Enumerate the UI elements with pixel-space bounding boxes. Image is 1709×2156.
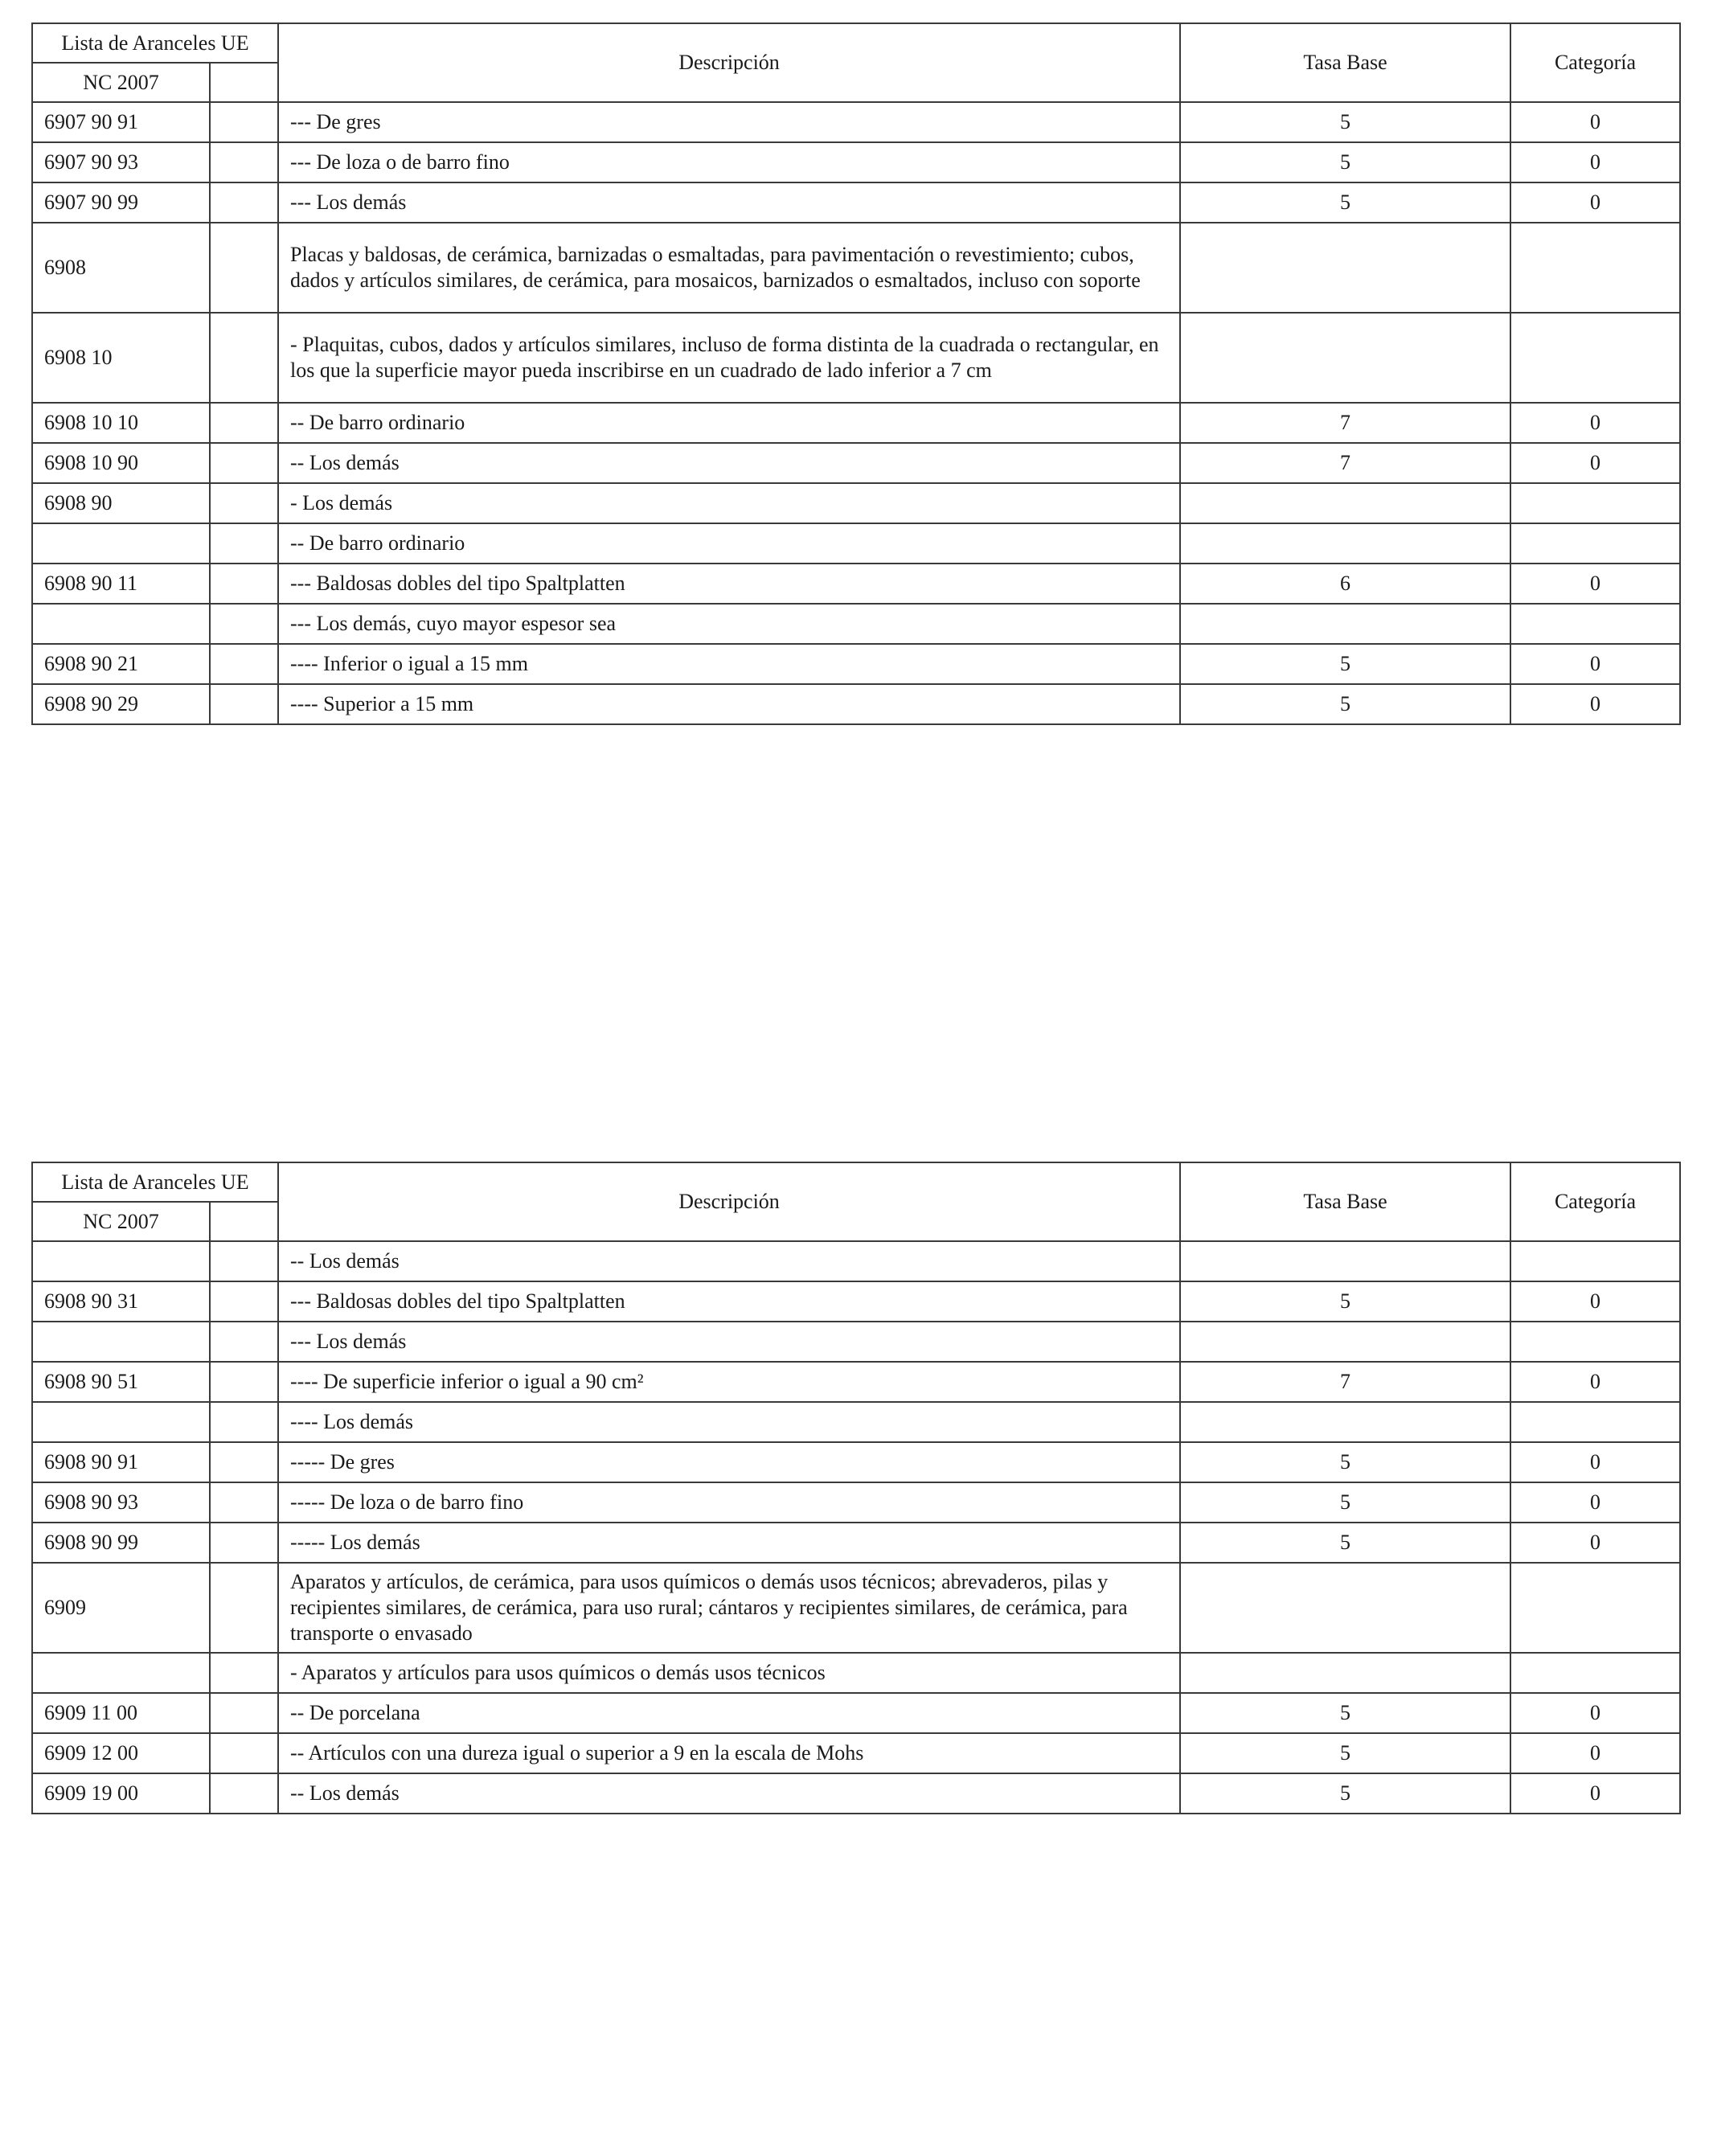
category-cell bbox=[1510, 483, 1680, 523]
table-row bbox=[32, 1563, 1680, 1653]
sub-cell bbox=[210, 1523, 278, 1563]
rate-cell bbox=[1180, 1402, 1510, 1442]
table-row bbox=[32, 644, 1680, 684]
category-cell: 0 bbox=[1510, 1523, 1680, 1563]
header-blank bbox=[210, 1202, 278, 1241]
rate-cell: 5 bbox=[1180, 1733, 1510, 1773]
rate-cell: 5 bbox=[1180, 102, 1510, 142]
table-row bbox=[32, 1402, 1680, 1442]
table-row bbox=[32, 313, 1680, 403]
sub-cell bbox=[210, 102, 278, 142]
code-cell bbox=[32, 1653, 210, 1693]
description-cell: -- De barro ordinario bbox=[278, 523, 1180, 564]
rate-cell: 5 bbox=[1180, 1523, 1510, 1563]
table-row bbox=[32, 142, 1680, 182]
sub-cell bbox=[210, 1241, 278, 1281]
code-cell: 6909 11 00 bbox=[32, 1693, 210, 1733]
sub-cell bbox=[210, 1322, 278, 1362]
sub-cell bbox=[210, 443, 278, 483]
description-cell: ----- Los demás bbox=[278, 1523, 1180, 1563]
rate-cell: 6 bbox=[1180, 564, 1510, 604]
category-cell bbox=[1510, 313, 1680, 403]
header-lista: Lista de Aranceles UE bbox=[32, 23, 278, 63]
category-cell bbox=[1510, 1563, 1680, 1653]
header-nc: NC 2007 bbox=[32, 63, 210, 102]
rate-cell bbox=[1180, 313, 1510, 403]
sub-cell bbox=[210, 142, 278, 182]
code-cell bbox=[32, 1322, 210, 1362]
code-cell: 6908 90 bbox=[32, 483, 210, 523]
description-cell: --- Baldosas dobles del tipo Spaltplatten bbox=[278, 1281, 1180, 1322]
table-row bbox=[32, 1281, 1680, 1322]
table-row bbox=[32, 102, 1680, 142]
table-row bbox=[32, 223, 1680, 313]
sub-cell bbox=[210, 1402, 278, 1442]
category-cell bbox=[1510, 1322, 1680, 1362]
rate-cell bbox=[1180, 1241, 1510, 1281]
table-row bbox=[32, 483, 1680, 523]
category-cell: 0 bbox=[1510, 1693, 1680, 1733]
code-cell: 6908 10 90 bbox=[32, 443, 210, 483]
rate-cell bbox=[1180, 1653, 1510, 1693]
description-cell: - Los demás bbox=[278, 483, 1180, 523]
code-cell bbox=[32, 523, 210, 564]
code-cell: 6908 90 29 bbox=[32, 684, 210, 724]
table-row bbox=[32, 684, 1680, 724]
code-cell: 6907 90 93 bbox=[32, 142, 210, 182]
rate-cell: 5 bbox=[1180, 1693, 1510, 1733]
header-nc: NC 2007 bbox=[32, 1202, 210, 1241]
rate-cell: 5 bbox=[1180, 182, 1510, 223]
description-cell: -- Artículos con una dureza igual o superior a 9 en la escala de Mohs bbox=[278, 1733, 1180, 1773]
code-cell bbox=[32, 1402, 210, 1442]
table-row bbox=[32, 604, 1680, 644]
sub-cell bbox=[210, 1563, 278, 1653]
description-cell: -- Los demás bbox=[278, 443, 1180, 483]
description-cell: ---- De superficie inferior o igual a 90 cm² bbox=[278, 1362, 1180, 1402]
sub-cell bbox=[210, 1693, 278, 1733]
code-cell: 6908 90 21 bbox=[32, 644, 210, 684]
table-row bbox=[32, 443, 1680, 483]
table-row bbox=[32, 1442, 1680, 1482]
description-cell: --- Los demás bbox=[278, 182, 1180, 223]
category-cell: 0 bbox=[1510, 142, 1680, 182]
description-cell: --- De gres bbox=[278, 102, 1180, 142]
tariff-table-2 bbox=[31, 1162, 1681, 1814]
category-cell: 0 bbox=[1510, 644, 1680, 684]
rate-cell bbox=[1180, 523, 1510, 564]
code-cell bbox=[32, 604, 210, 644]
sub-cell bbox=[210, 403, 278, 443]
description-cell: ---- Inferior o igual a 15 mm bbox=[278, 644, 1180, 684]
category-cell: 0 bbox=[1510, 1482, 1680, 1523]
description-cell: -- De barro ordinario bbox=[278, 403, 1180, 443]
sub-cell bbox=[210, 1653, 278, 1693]
rate-cell: 7 bbox=[1180, 1362, 1510, 1402]
rate-cell bbox=[1180, 223, 1510, 313]
table-row bbox=[32, 564, 1680, 604]
category-cell: 0 bbox=[1510, 564, 1680, 604]
description-cell: Placas y baldosas, de cerámica, barnizadas o esmaltadas, para pavimentación o revestimiento; cubos, dados y artículos similares, de cerámica, para mosaicos, barnizados o esmaltados, incluso con soporte bbox=[278, 223, 1180, 313]
rate-cell: 5 bbox=[1180, 1281, 1510, 1322]
header-blank bbox=[210, 63, 278, 102]
category-cell bbox=[1510, 523, 1680, 564]
rate-cell: 5 bbox=[1180, 684, 1510, 724]
code-cell: 6908 90 93 bbox=[32, 1482, 210, 1523]
code-cell bbox=[32, 1241, 210, 1281]
sub-cell bbox=[210, 564, 278, 604]
description-cell: ----- De loza o de barro fino bbox=[278, 1482, 1180, 1523]
category-cell bbox=[1510, 1402, 1680, 1442]
category-cell: 0 bbox=[1510, 182, 1680, 223]
category-cell: 0 bbox=[1510, 1773, 1680, 1814]
description-cell: - Plaquitas, cubos, dados y artículos similares, incluso de forma distinta de la cuadrada o rectangular, en los que la superficie mayor pueda inscribirse en un cuadrado de lado inferior a 7 cm bbox=[278, 313, 1180, 403]
header-descripcion: Descripción bbox=[278, 1162, 1180, 1241]
table-row bbox=[32, 1523, 1680, 1563]
tariff-table-1 bbox=[31, 23, 1681, 725]
header-descripcion: Descripción bbox=[278, 23, 1180, 102]
category-cell bbox=[1510, 1653, 1680, 1693]
sub-cell bbox=[210, 1733, 278, 1773]
table-row bbox=[32, 403, 1680, 443]
code-cell: 6908 bbox=[32, 223, 210, 313]
category-cell: 0 bbox=[1510, 1442, 1680, 1482]
header-categoria: Categoría bbox=[1510, 23, 1680, 102]
table-row bbox=[32, 1693, 1680, 1733]
sub-cell bbox=[210, 1362, 278, 1402]
table-row bbox=[32, 182, 1680, 223]
description-cell: --- Los demás bbox=[278, 1322, 1180, 1362]
category-cell bbox=[1510, 223, 1680, 313]
code-cell: 6907 90 91 bbox=[32, 102, 210, 142]
category-cell: 0 bbox=[1510, 443, 1680, 483]
sub-cell bbox=[210, 483, 278, 523]
sub-cell bbox=[210, 604, 278, 644]
table-row bbox=[32, 1362, 1680, 1402]
table-row bbox=[32, 1773, 1680, 1814]
rate-cell: 5 bbox=[1180, 1773, 1510, 1814]
description-cell: ---- Superior a 15 mm bbox=[278, 684, 1180, 724]
code-cell: 6908 10 10 bbox=[32, 403, 210, 443]
code-cell: 6908 90 51 bbox=[32, 1362, 210, 1402]
sub-cell bbox=[210, 523, 278, 564]
rate-cell: 5 bbox=[1180, 142, 1510, 182]
description-cell: --- De loza o de barro fino bbox=[278, 142, 1180, 182]
description-cell: ---- Los demás bbox=[278, 1402, 1180, 1442]
description-cell: Aparatos y artículos, de cerámica, para usos químicos o demás usos técnicos; abrevaderos, pilas y recipientes similares, de cerámica, para uso rural; cántaros y recipientes similares, de cerámica, para transporte o envasado bbox=[278, 1563, 1180, 1653]
description-cell: -- Los demás bbox=[278, 1241, 1180, 1281]
header-tasa-base: Tasa Base bbox=[1180, 1162, 1510, 1241]
code-cell: 6909 12 00 bbox=[32, 1733, 210, 1773]
category-cell bbox=[1510, 604, 1680, 644]
description-cell: -- Los demás bbox=[278, 1773, 1180, 1814]
description-cell: --- Baldosas dobles del tipo Spaltplatten bbox=[278, 564, 1180, 604]
category-cell: 0 bbox=[1510, 1281, 1680, 1322]
sub-cell bbox=[210, 1773, 278, 1814]
code-cell: 6909 bbox=[32, 1563, 210, 1653]
header-lista: Lista de Aranceles UE bbox=[32, 1162, 278, 1202]
code-cell: 6908 90 11 bbox=[32, 564, 210, 604]
code-cell: 6909 19 00 bbox=[32, 1773, 210, 1814]
category-cell bbox=[1510, 1241, 1680, 1281]
rate-cell: 7 bbox=[1180, 403, 1510, 443]
rate-cell: 7 bbox=[1180, 443, 1510, 483]
table-row bbox=[32, 1653, 1680, 1693]
sub-cell bbox=[210, 313, 278, 403]
header-tasa-base: Tasa Base bbox=[1180, 23, 1510, 102]
category-cell: 0 bbox=[1510, 102, 1680, 142]
rate-cell: 5 bbox=[1180, 1442, 1510, 1482]
description-cell: --- Los demás, cuyo mayor espesor sea bbox=[278, 604, 1180, 644]
rate-cell: 5 bbox=[1180, 644, 1510, 684]
code-cell: 6908 90 99 bbox=[32, 1523, 210, 1563]
table-row bbox=[32, 1241, 1680, 1281]
code-cell: 6908 90 31 bbox=[32, 1281, 210, 1322]
category-cell: 0 bbox=[1510, 403, 1680, 443]
code-cell: 6908 10 bbox=[32, 313, 210, 403]
rate-cell bbox=[1180, 604, 1510, 644]
header-categoria: Categoría bbox=[1510, 1162, 1680, 1241]
rate-cell bbox=[1180, 1322, 1510, 1362]
code-cell: 6907 90 99 bbox=[32, 182, 210, 223]
category-cell: 0 bbox=[1510, 1733, 1680, 1773]
sub-cell bbox=[210, 684, 278, 724]
code-cell: 6908 90 91 bbox=[32, 1442, 210, 1482]
category-cell: 0 bbox=[1510, 1362, 1680, 1402]
category-cell: 0 bbox=[1510, 684, 1680, 724]
sub-cell bbox=[210, 182, 278, 223]
description-cell: ----- De gres bbox=[278, 1442, 1180, 1482]
table-row bbox=[32, 523, 1680, 564]
description-cell: - Aparatos y artículos para usos químicos o demás usos técnicos bbox=[278, 1653, 1180, 1693]
rate-cell: 5 bbox=[1180, 1482, 1510, 1523]
table-row bbox=[32, 1322, 1680, 1362]
sub-cell bbox=[210, 1442, 278, 1482]
sub-cell bbox=[210, 1281, 278, 1322]
rate-cell bbox=[1180, 483, 1510, 523]
sub-cell bbox=[210, 223, 278, 313]
sub-cell bbox=[210, 644, 278, 684]
table-row bbox=[32, 1733, 1680, 1773]
sub-cell bbox=[210, 1482, 278, 1523]
table-row bbox=[32, 1482, 1680, 1523]
description-cell: -- De porcelana bbox=[278, 1693, 1180, 1733]
rate-cell bbox=[1180, 1563, 1510, 1653]
